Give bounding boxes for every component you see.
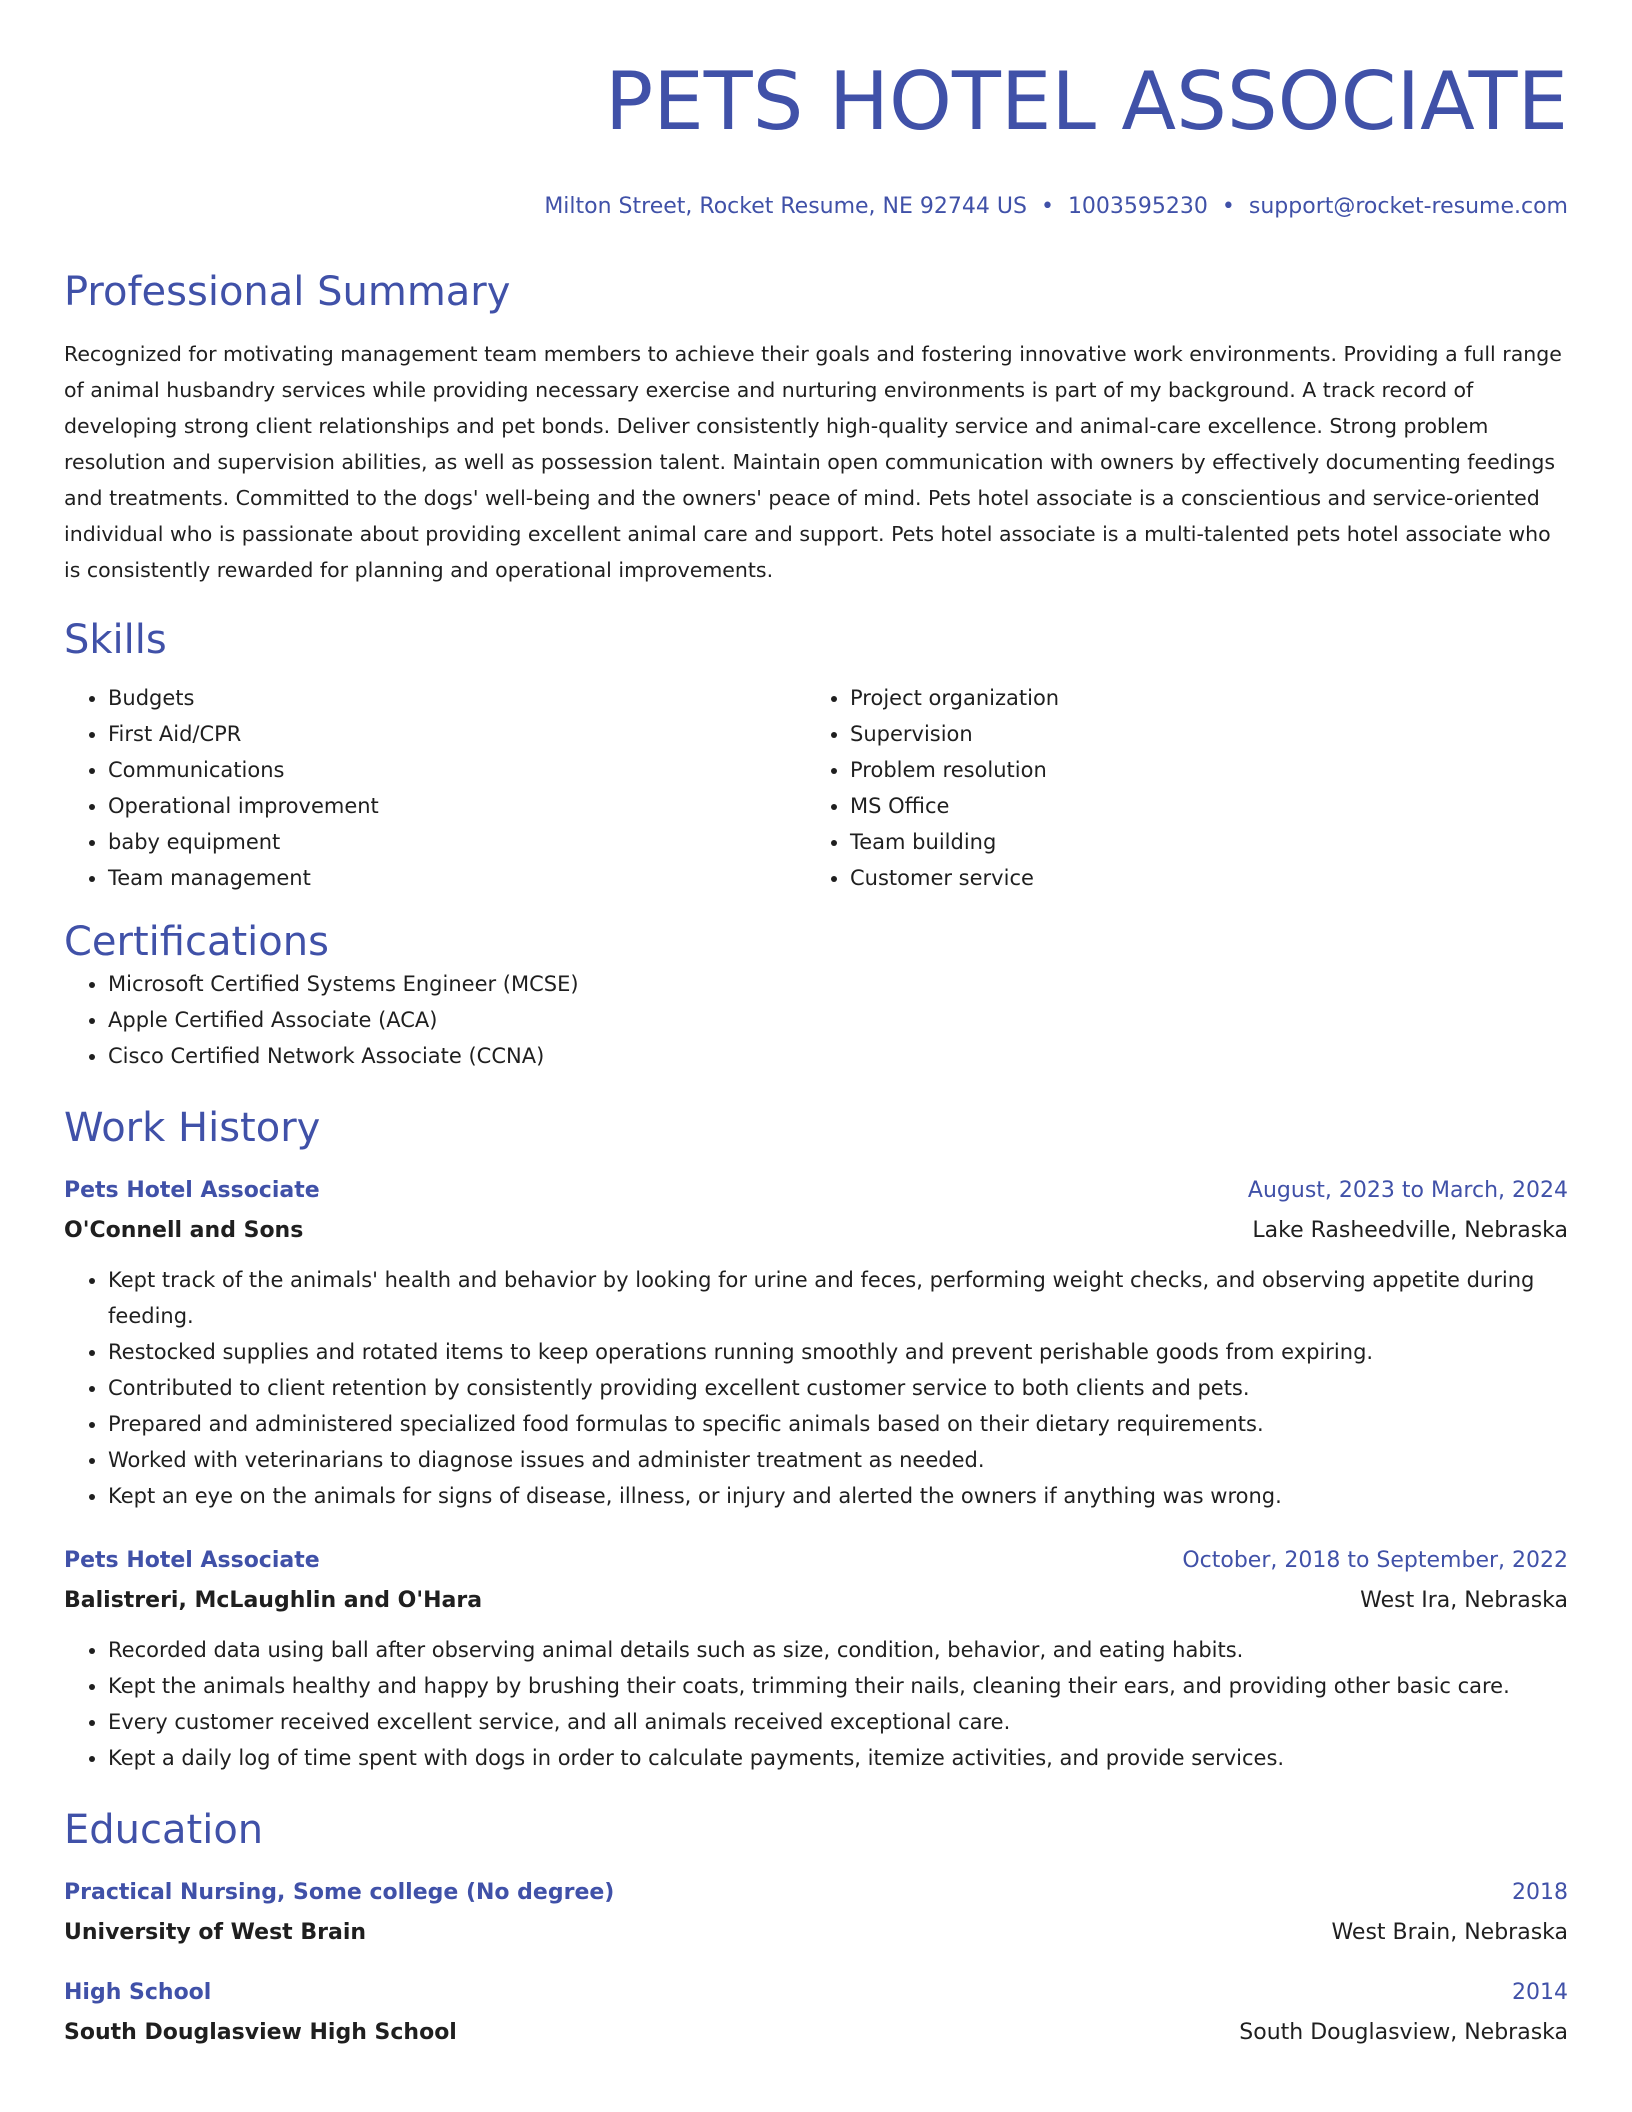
education-school: South Douglasview High School (64, 2020, 457, 2045)
skills-grid (64, 680, 1568, 896)
job-dates: August, 2023 to March, 2024 (1247, 1178, 1568, 1203)
job-duty: • Worked with veterinarians to diagnose issues and administer treatment as needed. (108, 1442, 1568, 1478)
job-duty: • Restocked supplies and rotated items to keep operations running smoothly and prevent perishable goods from expiring. (108, 1334, 1568, 1370)
education-school: University of West Brain (64, 1920, 367, 1945)
education-year: 2018 (1512, 1880, 1568, 1905)
job-duty: • Contributed to client retention by consistently providing excellent customer service to both clients and pets. (108, 1370, 1568, 1406)
certifications-list (64, 966, 1568, 1074)
education-entry (64, 1978, 1568, 2048)
job-duties-list (64, 1632, 1568, 1776)
job-title: Pets Hotel Associate (64, 1548, 320, 1573)
skill-item: • Supervision (850, 716, 1548, 752)
education-school-row (64, 2018, 1568, 2048)
job-duty: • Every customer received excellent service, and all animals received exceptional care. (108, 1704, 1568, 1740)
contact-phone: 1003595230 (1067, 194, 1208, 219)
skills-heading: Skills (64, 617, 167, 663)
job-entry (64, 1176, 1568, 1514)
job-header-row (64, 1176, 1568, 1206)
job-dates: October, 2018 to September, 2022 (1182, 1548, 1568, 1573)
job-duties-list (64, 1262, 1568, 1514)
education-school-row (64, 1918, 1568, 1948)
skill-item: • MS Office (850, 788, 1548, 824)
education-location: South Douglasview, Nebraska (1239, 2020, 1568, 2045)
education-header-row (64, 1978, 1568, 2008)
skills-column-right (806, 680, 1548, 896)
skill-item: • Project organization (850, 680, 1548, 716)
skill-item: • First Aid/CPR (108, 716, 806, 752)
contact-separator: • (1040, 194, 1054, 219)
skills-list-left (64, 680, 806, 896)
job-company-row (64, 1586, 1568, 1616)
contact-line (64, 192, 1568, 222)
skill-item: • Problem resolution (850, 752, 1548, 788)
skills-column-left (64, 680, 806, 896)
certification-item: • Apple Certified Associate (ACA) (108, 1002, 1568, 1038)
skills-list-right (806, 680, 1548, 896)
job-company-row (64, 1216, 1568, 1246)
contact-address: Milton Street, Rocket Resume, NE 92744 US (544, 194, 1027, 219)
summary-heading: Professional Summary (64, 269, 511, 315)
job-company: O'Connell and Sons (64, 1218, 304, 1243)
education-location: West Brain, Nebraska (1331, 1920, 1568, 1945)
skill-item: • Budgets (108, 680, 806, 716)
job-location: West Ira, Nebraska (1360, 1588, 1568, 1613)
job-header-row (64, 1546, 1568, 1576)
skill-item: • Customer service (850, 860, 1548, 896)
education-entry (64, 1878, 1568, 1948)
skill-item: • Communications (108, 752, 806, 788)
education-year: 2014 (1512, 1980, 1568, 2005)
summary-text: Recognized for motivating management team members to achieve their goals and fostering innovative work environments. Providing a full range of animal husbandry services while providing necessary exercise and nurturing environments is part of my background. A track record of developing strong client relationships and pet bonds. Deliver consistently high-quality service and animal-care excellence. Strong problem resolution and supervision abilities, as well as possession talent. Maintain open communication with owners by effectively documenting feedings and treatments. Committed to the dogs' well-being and the owners' peace of mind. Pets hotel associate is a conscientious and service-oriented individual who is passionate about providing excellent animal care and support. Pets hotel associate is a multi-talented pets hotel associate who is consistently rewarded for planning and operational improvements. (64, 342, 1562, 582)
education-degree: High School (64, 1980, 212, 2005)
work-history-heading: Work History (64, 1105, 321, 1151)
certification-item: • Cisco Certified Network Associate (CCNA) (108, 1038, 1568, 1074)
contact-email[interactable]: support@rocket-resume.com (1248, 194, 1568, 219)
education-heading: Education (64, 1807, 264, 1853)
job-duty: • Kept an eye on the animals for signs of disease, illness, or injury and alerted the owners if anything was wrong. (108, 1478, 1568, 1514)
skill-item: • Operational improvement (108, 788, 806, 824)
job-entry (64, 1546, 1568, 1776)
certifications-heading: Certifications (64, 919, 329, 965)
job-duty: • Recorded data using ball after observing animal details such as size, condition, behavior, and eating habits. (108, 1632, 1568, 1668)
job-company: Balistreri, McLaughlin and O'Hara (64, 1588, 483, 1613)
job-duty: • Kept the animals healthy and happy by brushing their coats, trimming their nails, cleaning their ears, and providing other basic care. (108, 1668, 1568, 1704)
job-location: Lake Rasheedville, Nebraska (1252, 1218, 1568, 1243)
skill-item: • Team building (850, 824, 1548, 860)
contact-separator: • (1221, 194, 1235, 219)
job-title: Pets Hotel Associate (64, 1178, 320, 1203)
skill-item: • baby equipment (108, 824, 806, 860)
job-duty: • Prepared and administered specialized food formulas to specific animals based on their dietary requirements. (108, 1406, 1568, 1442)
resume-header (64, 52, 1568, 222)
education-degree: Practical Nursing, Some college (No degree) (64, 1880, 615, 1905)
job-duty: • Kept track of the animals' health and behavior by looking for urine and feces, performing weight checks, and observing appetite during feeding. (108, 1262, 1568, 1334)
job-duty: • Kept a daily log of time spent with dogs in order to calculate payments, itemize activities, and provide services. (108, 1740, 1568, 1776)
education-header-row (64, 1878, 1568, 1908)
candidate-title: PETS HOTEL ASSOCIATE (604, 55, 1568, 148)
skill-item: • Team management (108, 860, 806, 896)
certification-item: • Microsoft Certified Systems Engineer (MCSE) (108, 966, 1568, 1002)
